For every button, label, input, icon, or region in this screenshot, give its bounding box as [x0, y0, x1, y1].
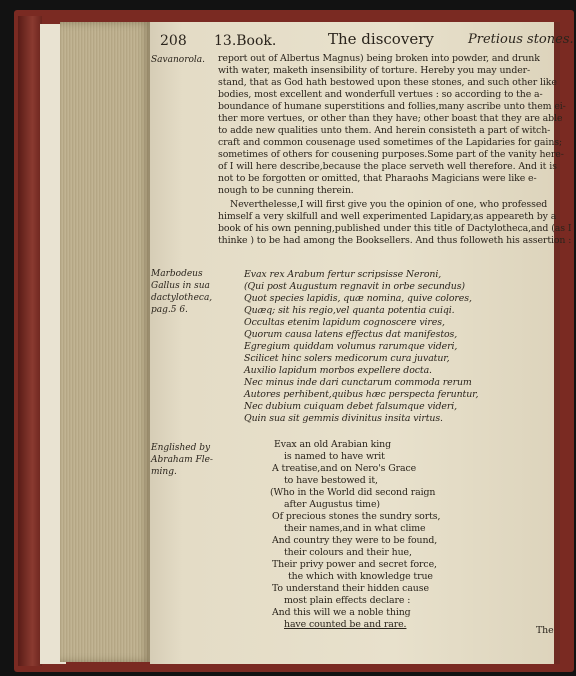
verse-line: the which with knowledge true: [288, 571, 433, 582]
verse-line: Of precious stones the sundry sorts,: [272, 511, 441, 522]
verse-line: Nec minus inde dari cunctarum commoda rerum: [244, 377, 472, 388]
verse-line: to have bestowed it,: [284, 475, 378, 486]
verse-line: Quæq; sit his regio,vel quanta potentia cuiqi.: [244, 305, 455, 316]
verse-line: A treatise,and on Nero's Grace: [272, 463, 417, 474]
verse-line: Auxilio lapidum morbos expellere docta.: [244, 365, 432, 376]
catchword: The: [536, 625, 554, 636]
text-line: not to be forgotten or omitted, that Pharaohs Magicians were like e-: [218, 173, 537, 184]
text-line: thinke ) to be had among the Booksellers. And thus followeth his assertion :: [218, 235, 572, 246]
verse-line: Evax rex Arabum fertur scripsisse Neroni,: [244, 269, 442, 280]
margin-line: Englished by: [151, 443, 211, 453]
verse-line: Egregium quiddam volumus rarumque videri,: [244, 341, 458, 352]
cover-spine-edge: [18, 16, 42, 666]
text-line: ther more vertues, or other than they have; other boast that they are able: [218, 113, 563, 124]
margin-line: Gallus in sua: [151, 281, 210, 291]
margin-line: Marbodeus: [151, 269, 203, 279]
text-line: craft and common cousenage used sometimes of the Lapidaries for gains;: [218, 137, 563, 148]
verse-line: Autores perhibent,quibus hæc perspecta feruntur,: [244, 389, 479, 400]
text-line: to adde new qualities unto them. And herein consisteth a part of witch-: [218, 125, 551, 136]
text-line: book of his own penning,published under this title of Dactylotheca,and (as I: [218, 223, 572, 234]
text-line: report out of Albertus Magnus) being broken into powder, and drunk: [218, 53, 540, 64]
margin-line: ming.: [151, 467, 177, 477]
verse-line: And this will we a noble thing: [272, 607, 411, 618]
margin-line: dactylotheca,: [151, 293, 213, 303]
verse-line: Quin sua sit gemmis divinitus insita virtus.: [244, 413, 443, 424]
verse-line: Evax an old Arabian king: [274, 439, 391, 450]
verse-line: Nec dubium cuiquam debet falsumque videri,: [244, 401, 458, 412]
verse-line: after Augustus time): [284, 499, 380, 510]
text-line: Neverthelesse,I will first give you the opinion of one, who professed: [230, 199, 548, 210]
verse-line: Quorum causa latens effectus dat manifestos,: [244, 329, 458, 340]
book-number: 13.Book.: [214, 33, 277, 49]
verse-line: And country they were to be found,: [272, 535, 438, 546]
margin-note-savanorola: Savanorola.: [151, 55, 206, 65]
verse-line: (Who in the World did second raign: [270, 487, 436, 498]
margin-line: Abraham Fle-: [151, 455, 213, 465]
margin-line: pag.5 6.: [151, 305, 188, 315]
text-line: of I will here describe,because the place serveth well therefore. And it is: [218, 161, 557, 172]
page-number: 208: [160, 33, 187, 49]
verse-line: To understand their hidden cause: [272, 583, 429, 594]
verse-line: most plain effects declare :: [284, 595, 411, 606]
running-title: The discovery: [328, 30, 434, 48]
text-line: himself a very skilfull and well experimented Lapidary,as appeareth by a: [218, 211, 557, 222]
text-line: boundance of humane superstitions and follies,many ascribe unto them ei-: [218, 101, 566, 112]
text-line: stand, that as God hath bestowed upon these stones, and such other like: [218, 77, 557, 88]
verse-line: their colours and their hue,: [284, 547, 412, 558]
section-title: Pretious stones.: [468, 32, 574, 47]
verse-line: Their privy power and secret force,: [272, 559, 437, 570]
verse-line: Quot species lapidis, quæ nomina, quive colores,: [244, 293, 472, 304]
text-line: with water, maketh insensibility of torture. Hereby you may under-: [218, 65, 531, 76]
verse-line: (Qui post Augustum regnavit in orbe secundus): [244, 281, 465, 292]
text-line: bodies, most excellent and wonderfull vertues : so according to the a-: [218, 89, 543, 100]
verse-line: their names,and in what clime: [284, 523, 426, 534]
verse-line: is named to have writ: [284, 451, 385, 462]
page-edges: [60, 22, 152, 662]
verse-line: Scilicet hinc solers medicorum cura juvatur,: [244, 353, 450, 364]
text-line: nough to be cunning therein.: [218, 185, 354, 196]
verse-line: have counted be and rare.: [284, 619, 407, 630]
text-line: sometimes of others for cousening purposes.Some part of the vanity here-: [218, 149, 564, 160]
verse-line: Occultas etenim lapidum cognoscere vires,: [244, 317, 445, 328]
